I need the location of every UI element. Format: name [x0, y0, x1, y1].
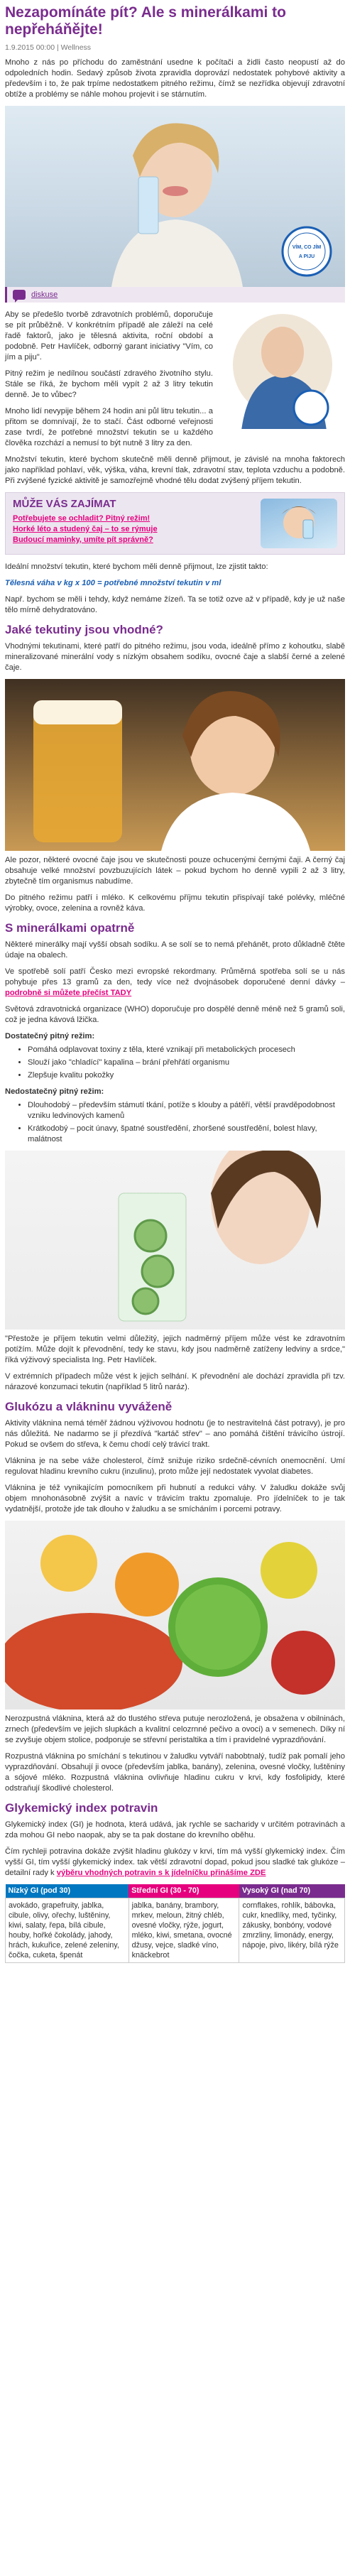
article-title: Nezapomínáte pít? Ale s minerálkami to nepřeháňějte! [5, 4, 286, 38]
child-drinking-illustration [261, 499, 337, 548]
related-thumbnail-child-drinking[interactable] [261, 499, 337, 548]
hero-photo-woman-drinking-water [5, 106, 345, 287]
para-2: Pitný režim je nedílnou součástí zdravého životního stylu. Stále se říká, že bychom měli vypít 2 až 3 litry tekutin denně. Je to vůbec? [5, 369, 213, 399]
para-17: Vláknina je též vynikajícím pomocníkem při hubnutí a redukci váhy. V žaludku dokáže svůj objem mnohonásobně zvýšit a navíc v trávicím traktu zpomaluje. Pro jídelníček to je tak vydatnější, protože jde tak dlouho v žaludku a se smícháním i porcemi potravy. [5, 1484, 345, 1513]
photo-woman-with-beer [5, 679, 345, 851]
woman-cucumber-water-illustration [5, 1151, 345, 1330]
related-articles-box [5, 492, 345, 555]
para-16: Vláknina je na sebe váže cholesterol, čímž snižuje riziko srdečně-cévních onemocnění. Umí regulovat hladinu krevního cukru (inzulinu), proto může její nedostatek vyvolat diabetes. [5, 1457, 345, 1476]
formula: Tělesná váha v kg x 100 = potřebné množství tekutin v ml [5, 579, 222, 587]
para-20: Glykemický index (GI) je hodnota, která udává, jak rychle se sacharidy v určitém potravinách a zda mohou GI nebo naopak, aby se ta pak dostane do krevního oběhu. [5, 1820, 345, 1839]
article-date: 1.9.2015 00:00 [5, 43, 55, 52]
related-title: MŮŽE VÁS ZAJÍMAT [13, 498, 116, 510]
meta-separator: | [57, 43, 61, 52]
para-6: Např. bychom se měli i tehdy, když nemáme žízeň. Ta se totiž ozve až v případě, kdy je už naše tělo mírně dehydratováno. [5, 595, 345, 614]
cell-low-gi-foods: avokádo, grapefruity, jablka, cibule, olivy, ořechy, luštěniny, kiwi, salaty, řepa, bílá cibule, houby, hořké čokolády, jahody, hrách, kukuřice, zelené zeleniny, čočka, cuketa, špenát [6, 1898, 129, 1963]
table-header-row [6, 1884, 345, 1898]
logo-text-top: VÍM, CO JÍM [292, 245, 322, 250]
para-21 [5, 1847, 345, 1879]
article-category[interactable]: Wellness [60, 43, 92, 52]
related-link-3[interactable]: Budoucí maminky, umíte pít správně? [13, 536, 153, 544]
list-good-regime [5, 1045, 345, 1081]
discussion-link[interactable]: diskuse [31, 290, 58, 299]
list-bad-regime [5, 1100, 345, 1145]
table-row [6, 1898, 345, 1963]
salt-article-link[interactable]: podrobně si můžete přečíst TADY [5, 989, 132, 997]
related-articles-list [13, 499, 226, 548]
photo-fruit-and-vegetables [5, 1521, 345, 1710]
para-19: Rozpustná vláknina po smíchání s tekutinou v žaludku vytváří nabobtnalý, tudíž pak pomalí jeho vyprazdňování. Obsahují ji ovoce (především jablka, banány), zelenina, ovesné vločky, luštěniny a sójové mléko. Rozpustná vláknina ovlivňuje hladinu cukru v krvi, kdy fosfolipidy, které odstraňují škodlivé cholesterol. [5, 1752, 345, 1793]
para-3: Mnoho lidí nevypije během 24 hodin ani půl litru tekutin... a přitom se domnívají, že to stačí. Část odborné veřejnosti zase tvrdí, že potřebné množství tekutin se u každého člověka rozchází a nemusí to být nutně 3 litry za den. [5, 407, 213, 447]
related-link-2[interactable]: Horké léto a studený čaj – to se rýmuje [13, 525, 158, 533]
para-15: Aktivity vláknina nemá téměř žádnou výživovou hodnotu (je to nestravitelná část potravy), je pro nás důležitá. Ne nadarmo se jí přezdívá "kartáč střev" – ano pomáhá čištění trávicího ústrojí. Pokud se ovšem do střeva, k čemu chodí celý trávicí trakt. [5, 1419, 345, 1449]
cell-high-gi-foods: cornflakes, rohlík, bábovka, cukr, knedlíky, med, tyčinky, zákusky, bonbóny, vodové zmrzliny, limonády, energy, nápoje, pivo, likéry, bílá rýže [239, 1898, 345, 1963]
list-item: • Dlouhodobý – především stámutí tkání, potíže s klouby a pátěří, větší pravděpodobnost vzniku ledvinových kamenů [28, 1100, 345, 1121]
related-link-1[interactable]: Potřebujete se ochladit? Pitný režim! [13, 514, 151, 523]
article-meta [5, 43, 345, 53]
header-low-gi: Nízký GI (pod 30) [6, 1884, 129, 1898]
logo-text-bottom: A PIJU [298, 254, 315, 259]
header-high-gi: Vysoký GI (nad 70) [239, 1884, 345, 1898]
para-14: V extrémních případech může vést k jejich selhání. K převodnění ale dochází zpravidla při tzv. nárazové konzumaci tekutin (například 5 litrů naráz). [5, 1372, 345, 1391]
para-8: Ale pozor, některé ovocné čaje jsou ve skutečnosti pouze ochucenými černými čaji. A černý čaj obsahuje velké množství povzbuzujících látek – pokud bychom ho denně vypili 2 až 3 litry, zbytečně tím organismus nabudíme. [5, 856, 345, 886]
list-item: • Pomáhá odplavovat toxiny z těla, které vznikají při metabolických procesech [28, 1045, 345, 1055]
discussion-bar[interactable] [5, 287, 345, 303]
label-bad-regime: Nedostatečný pitný režim: [5, 1087, 104, 1096]
para-7: Vhodnými tekutinami, které patří do pitného režimu, jsou voda, ideálně přímo z kohoutku, slabě mineralizované minerální vody s nízkým obsahem sodíku, ovocné čaje a slabší černé a zelené čaje. [5, 642, 345, 672]
para-10: Některé minerálky mají vyšší obsah sodíku. A se solí se to nemá přehánět, proto důkladně čtěte údaje na obalech. [5, 940, 345, 960]
vim-co-jim-logo-panel [220, 310, 345, 429]
speech-bubble-icon [13, 290, 26, 300]
list-item: • Krátkodobý – pocit únavy, špatné soustředění, zhoršené soustředění, bolest hlavy, malátnost [28, 1124, 345, 1145]
article-intro: Mnoho z nás po příchodu do zaměstnání usedne k počítači a židli často neopustí až do odpoledních hodin. Sedavý způsob života zpravidla doprovází nedostatek pohybové aktivity a především i to, že pak trpíme nedostatkem pitného režimu, čímž se nezřídka objevují zdravotní obtíže a problémy se náhle mohou projevit i se stárnutím. [5, 58, 345, 99]
para-11 [5, 967, 345, 999]
para-11-text: Ve spotřebě solí patří Česko mezi evropské rekordmany. Průměrná spotřeba solí se u nás pohybuje přes 13 gramů za den, tedy více než dvojnásobek doporučené denní dávky – [5, 967, 345, 987]
para-21-text: Čím rychleji potravina dokáže zvýšit hladinu glukózy v krvi, tím má vyšší glykemický index. Čím vyšší GI, tím vyšší glykemický index. tak větší zdravotní dopad, pokud jsou sladké tak glukóze – detailní rady k [5, 1847, 345, 1877]
label-good-regime: Dostatečný pitný režim: [5, 1032, 95, 1040]
woman-drinking-water-illustration [5, 106, 345, 287]
heading-glycemic: Glykemický index potravin [5, 1801, 158, 1815]
woman-with-beer-illustration [5, 679, 345, 851]
heading-fluids: Jaké tekutiny jsou vhodné? [5, 623, 163, 636]
para-13: "Přestože je příjem tekutin velmi důležitý, jejich nadměrný příjem může vést ke zdravotním potížím. Může dojít k převodnění, tedy ke stavu, kdy jsou nadměrně zatíženy ledviny a srdce," říká výživový specialista Ing. Petr Havlíček. [5, 1335, 345, 1364]
heading-mineral: S minerálkami opatrně [5, 921, 135, 935]
para-12: Světová zdravotnická organizace (WHO) doporučuje pro dospělé denně méně než 5 gramů soli, což je jedna kávová lžička. [5, 1005, 345, 1024]
para-4: Množství tekutin, které bychom skutečně měli denně přijmout, je závislé na mnoha faktorech jako například pohlaví, věk, výška, váha, krevní tlak, zdravotní stav, teplota vzduchu a podobně. Při zvýšené fyzické aktivitě je samozřejmě vhodné tělu dodat zvýšený příjem tekutin. [5, 455, 345, 485]
cell-mid-gi-foods: jablka, banány, brambory, mrkev, meloun, žitný chléb, ovesné vločky, rýže, jogurt, mléko, kiwi, smetana, ovocné džusy, vejce, sladké víno, knäckebrot [128, 1898, 239, 1963]
glycemic-index-table [5, 1884, 345, 1963]
fruit-vegetables-illustration [5, 1521, 345, 1710]
header-mid-gi: Střední GI (30 - 70) [128, 1884, 239, 1898]
list-item: • Slouží jako "chladící" kapalina – brání přehřátí organismu [28, 1058, 345, 1068]
para-18: Nerozpustná vláknina, která až do tlustého střeva putuje nerozložená, je obsažena v obilninách, zrnech (především ve jejich slupkách a kvalitní celozrnné pečivo a ovoci) a v semenech. Díky ní se zvyšuje objem stolice, podporuje se střevní peristaltika a tím i pravidelné vyprazdňování. [5, 1714, 345, 1744]
photo-woman-cucumber-water [5, 1151, 345, 1330]
heading-glucose: Glukózu a vlákninu vyváženě [5, 1400, 173, 1413]
para-1: Aby se předešlo tvorbě zdravotních problémů, doporučuje se pít průběžně. V konkrétním případě ale záleží na celé řadě faktorů, jako je tělesná aktivita, roční období a podobně. Petr Havlíček, odborný garant iniciativy "Vím, co jím a piju". [5, 310, 213, 362]
vim-co-jim-badge-illustration [220, 310, 345, 429]
para-9: Do pitného režimu patří i mléko. K celkovému příjmu tekutin přispívají také polévky, mléčné výrobky, ovoce, zelenina a rovněž káva. [5, 893, 345, 913]
list-item: • Zlepšuje kvalitu pokožky [28, 1070, 345, 1081]
glycemic-article-link[interactable]: výběru vhodných potravin s k jídelníčku přinášíme ZDE [56, 1869, 266, 1877]
para-5: Ideální množství tekutin, které bychom měli denně přijmout, lze zjistit takto: [5, 563, 268, 571]
